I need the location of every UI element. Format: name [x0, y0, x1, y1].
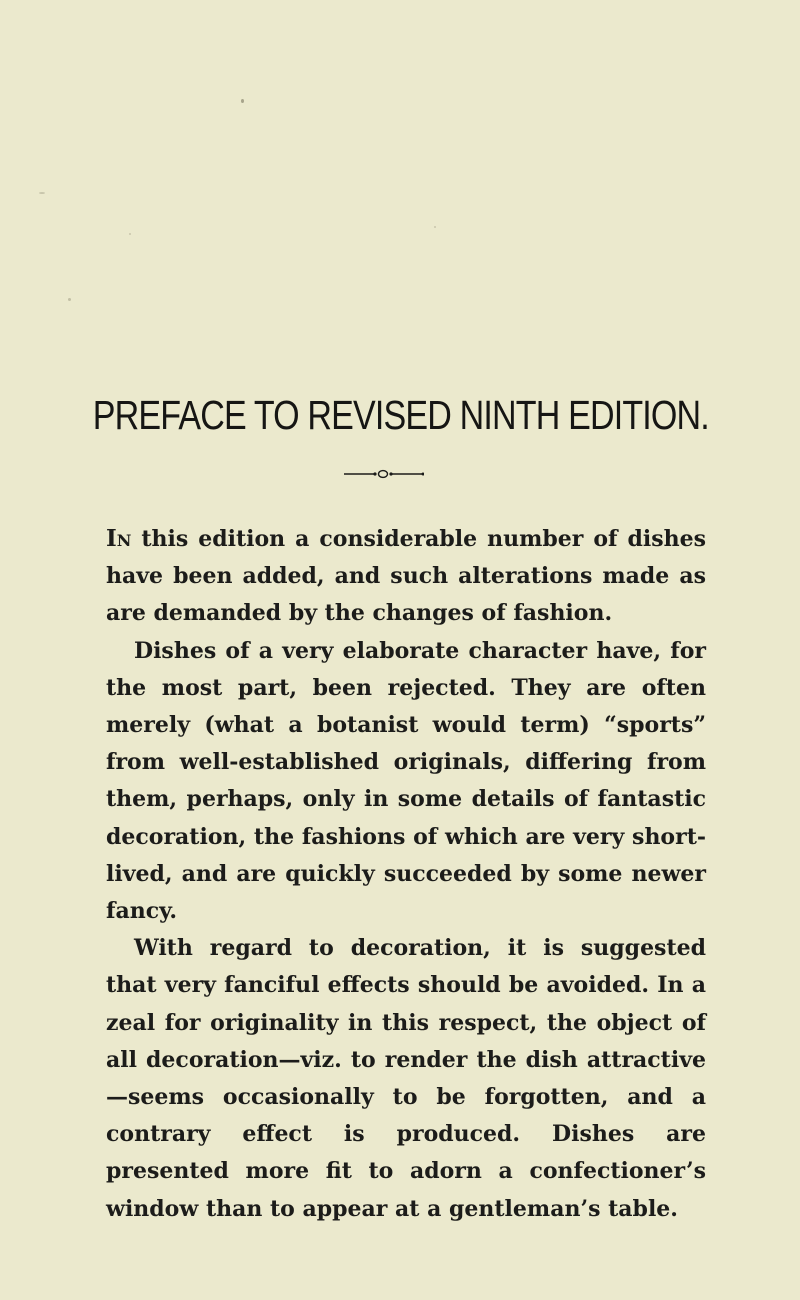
title-ornament-rule	[344, 469, 424, 479]
paragraph-1	[106, 520, 706, 633]
paper-speck	[68, 298, 71, 301]
paragraph-2: Dishes of a very elaborate character have, for the most part, been rejected. They are often merely (what a botanist would term) “sports” from well-established originals, differing from them, perhaps, only in some details of fantastic decoration, the fashions of which are very short-lived, and are quickly succeeded by some newer fancy.	[106, 637, 706, 925]
paper-speck	[434, 226, 436, 228]
preface-body	[106, 520, 706, 1228]
paragraph-1-text: this edition a considerable number of dishes have been added, and such alterations made as are demanded by the changes of fashion.	[106, 526, 706, 627]
paper-speck	[39, 192, 45, 194]
paper-speck	[129, 233, 131, 235]
paper-speck	[241, 99, 244, 103]
page-title: PREFACE TO REVISED NINTH EDITION.	[92, 392, 709, 438]
paragraph-3: With regard to decoration, it is suggested that very fanciful effects should be avoided. In a zeal for originality in this respect, the object of all decoration—viz. to render the dish attractive—seems occasionally to be forgotten, and a contrary effect is produced. Dishes are presented more fit to adorn a confectioner’s window than to appear at a gentleman’s table.	[106, 935, 706, 1222]
paragraph-1-opening: In	[106, 525, 132, 552]
